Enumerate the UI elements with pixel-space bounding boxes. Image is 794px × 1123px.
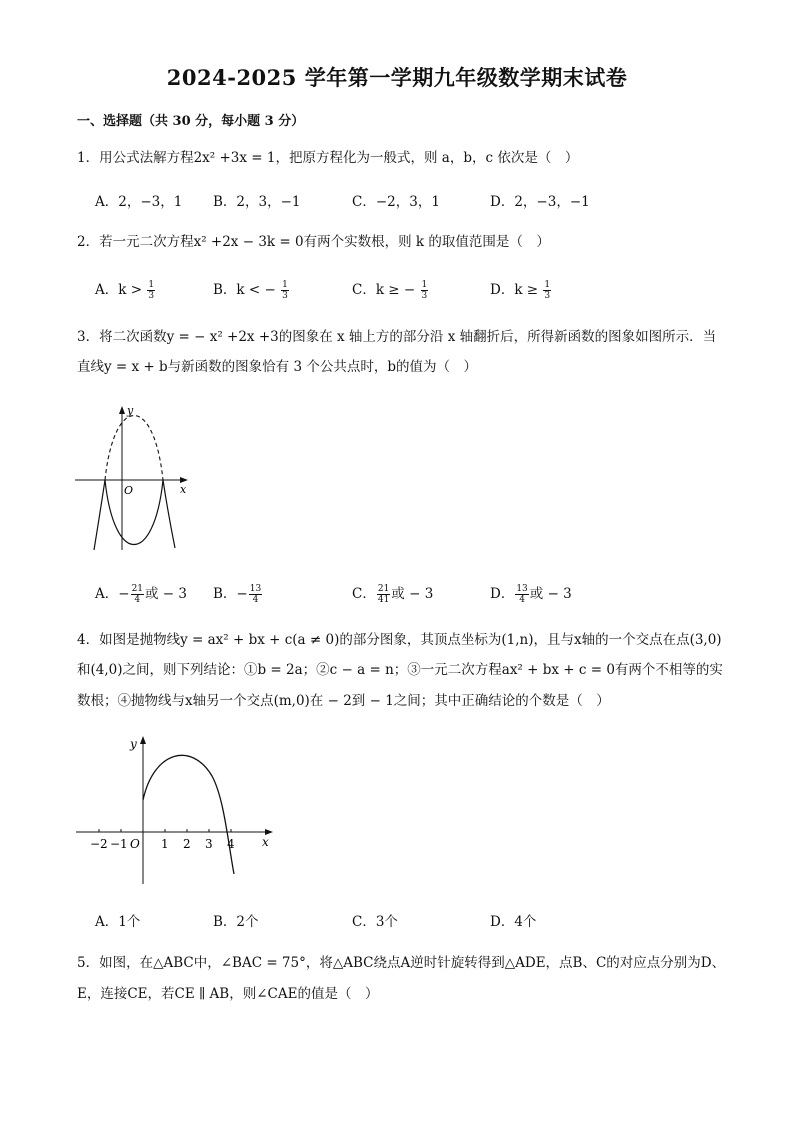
q3-option-a-fraction	[131, 584, 144, 605]
q3-option-a-tail: 或 − 3	[145, 586, 187, 602]
exam-title: 2024-2025 学年第一学期九年级数学期末试卷	[166, 65, 628, 90]
q3-graph-figure	[72, 398, 192, 556]
numerator: 1	[421, 280, 428, 290]
numerator: 1	[148, 280, 155, 290]
y-axis-label: y	[130, 737, 137, 751]
y-axis-label: y	[127, 404, 134, 417]
question-4-line-2: 和(4,0)之间，则下列结论：①b = 2a；②c − a = n；③一元二次方程ax² + bx + c = 0有两个不相等的实	[77, 662, 723, 678]
q1-option-c[interactable]: C．−2，3，1	[352, 194, 440, 210]
q2-option-b-fraction	[281, 280, 289, 301]
right-branch	[163, 480, 175, 548]
q3-option-d-fraction	[515, 584, 528, 605]
numerator: 1	[544, 280, 551, 290]
denominator: 4	[252, 595, 259, 605]
q2-option-a[interactable]	[95, 278, 156, 301]
q2-option-a-fraction	[147, 280, 155, 301]
q2-option-d-fraction	[543, 280, 551, 301]
q2-option-c-label: C．k ≥ −	[352, 282, 416, 298]
tick-label: 4	[227, 837, 235, 851]
q3-option-c-fraction	[377, 584, 390, 605]
x-axis-label: x	[180, 483, 187, 496]
q1-option-a[interactable]: A．2，−3，1	[95, 194, 183, 210]
tick-label: 1	[161, 837, 169, 851]
denominator: 3	[544, 291, 551, 301]
origin-label: O	[130, 837, 140, 851]
q1-option-d[interactable]: D．2，−3，−1	[490, 194, 590, 210]
q2-option-a-label: A．k >	[95, 282, 143, 298]
denominator: 3	[282, 291, 288, 301]
q3-option-b-fraction	[249, 584, 262, 605]
denominator: 3	[421, 291, 428, 301]
q4-option-d[interactable]: D．4个	[490, 914, 537, 930]
q3-option-d-label: D．	[490, 586, 515, 602]
q2-option-d[interactable]	[490, 278, 552, 301]
question-2-text: 2．若一元二次方程x² +2x − 3k = 0有两个实数根，则 k 的取值范围是（ ）	[77, 234, 550, 250]
q3-option-d[interactable]	[490, 582, 572, 605]
y-axis-arrow	[140, 736, 146, 744]
denominator: 4	[519, 595, 525, 605]
numerator: 13	[249, 584, 262, 594]
denominator: 4	[134, 595, 141, 605]
x-axis-label: x	[262, 835, 269, 849]
question-1-text: 1．用公式法解方程2x² +3x = 1，把原方程化为一般式，则 a，b，c 依次是（ ）	[77, 150, 579, 166]
q3-option-b[interactable]	[213, 582, 263, 605]
q3-option-a[interactable]	[95, 582, 187, 605]
q2-option-b-label: B．k < −	[213, 282, 276, 298]
question-5-line-2: E，连接CE，若CE ∥ AB，则∠CAE的值是（ ）	[77, 986, 379, 1002]
q2-option-c[interactable]	[352, 278, 429, 301]
q3-option-b-label: B．−	[213, 586, 248, 602]
numerator: 21	[377, 584, 390, 594]
question-4-line-3: 数根；④抛物线与x轴另一个交点(m,0)在 − 2到 − 1之间；其中正确结论的个数是（ ）	[77, 693, 610, 709]
section-heading: 一、选择题（共 30 分，每小题 3 分）	[77, 114, 305, 129]
denominator: 3	[148, 291, 155, 301]
tick-label: 3	[205, 837, 213, 851]
question-3-line-1: 3．将二次函数y = − x² +2x +3的图象在 x 轴上方的部分沿 x 轴翻折后，所得新函数的图象如图所示．当	[77, 329, 717, 345]
question-4-line-1: 4．如图是抛物线y = ax² + bx + c(a ≠ 0)的部分图象，其顶点坐标为(1,n)，且与x轴的一个交点在点(3,0)	[77, 632, 722, 648]
q3-option-c[interactable]	[352, 582, 433, 605]
folded-curve	[105, 480, 163, 545]
numerator: 1	[282, 280, 288, 290]
origin-label: O	[124, 484, 134, 497]
y-axis-arrow	[119, 406, 125, 414]
q4-graph-figure	[72, 732, 282, 890]
q3-option-c-tail: 或 − 3	[391, 586, 434, 602]
dashed-original-curve	[105, 416, 163, 481]
tick-label: 2	[183, 837, 191, 851]
q4-option-b[interactable]: B．2个	[213, 914, 259, 930]
denominator: 41	[377, 595, 390, 605]
numerator: 13	[516, 584, 528, 594]
q1-option-b[interactable]: B．2，3，−1	[213, 194, 301, 210]
question-3-line-2: 直线y = x + b与新函数的图象恰有 3 个公共点时，b的值为（ ）	[77, 359, 477, 375]
q3-option-a-label: A．−	[95, 586, 130, 602]
q2-option-b[interactable]	[213, 278, 290, 301]
q4-option-c[interactable]: C．3个	[352, 914, 398, 930]
question-5-line-1: 5．如图，在△ABC中，∠BAC = 75°，将△ABC绕点A逆时针旋转得到△ADE，点B、C的对应点分别为D、	[77, 955, 726, 971]
q2-option-d-label: D．k ≥	[490, 282, 539, 298]
tick-label: −1	[110, 837, 128, 851]
q3-option-c-label: C．	[352, 586, 376, 602]
left-branch	[94, 480, 105, 550]
tick-label: −2	[90, 837, 108, 851]
q4-option-a[interactable]: A．1个	[95, 914, 141, 930]
q2-option-c-fraction	[421, 280, 429, 301]
numerator: 21	[131, 584, 144, 594]
parabola-curve	[143, 755, 234, 874]
q3-option-d-tail: 或 − 3	[529, 586, 572, 602]
